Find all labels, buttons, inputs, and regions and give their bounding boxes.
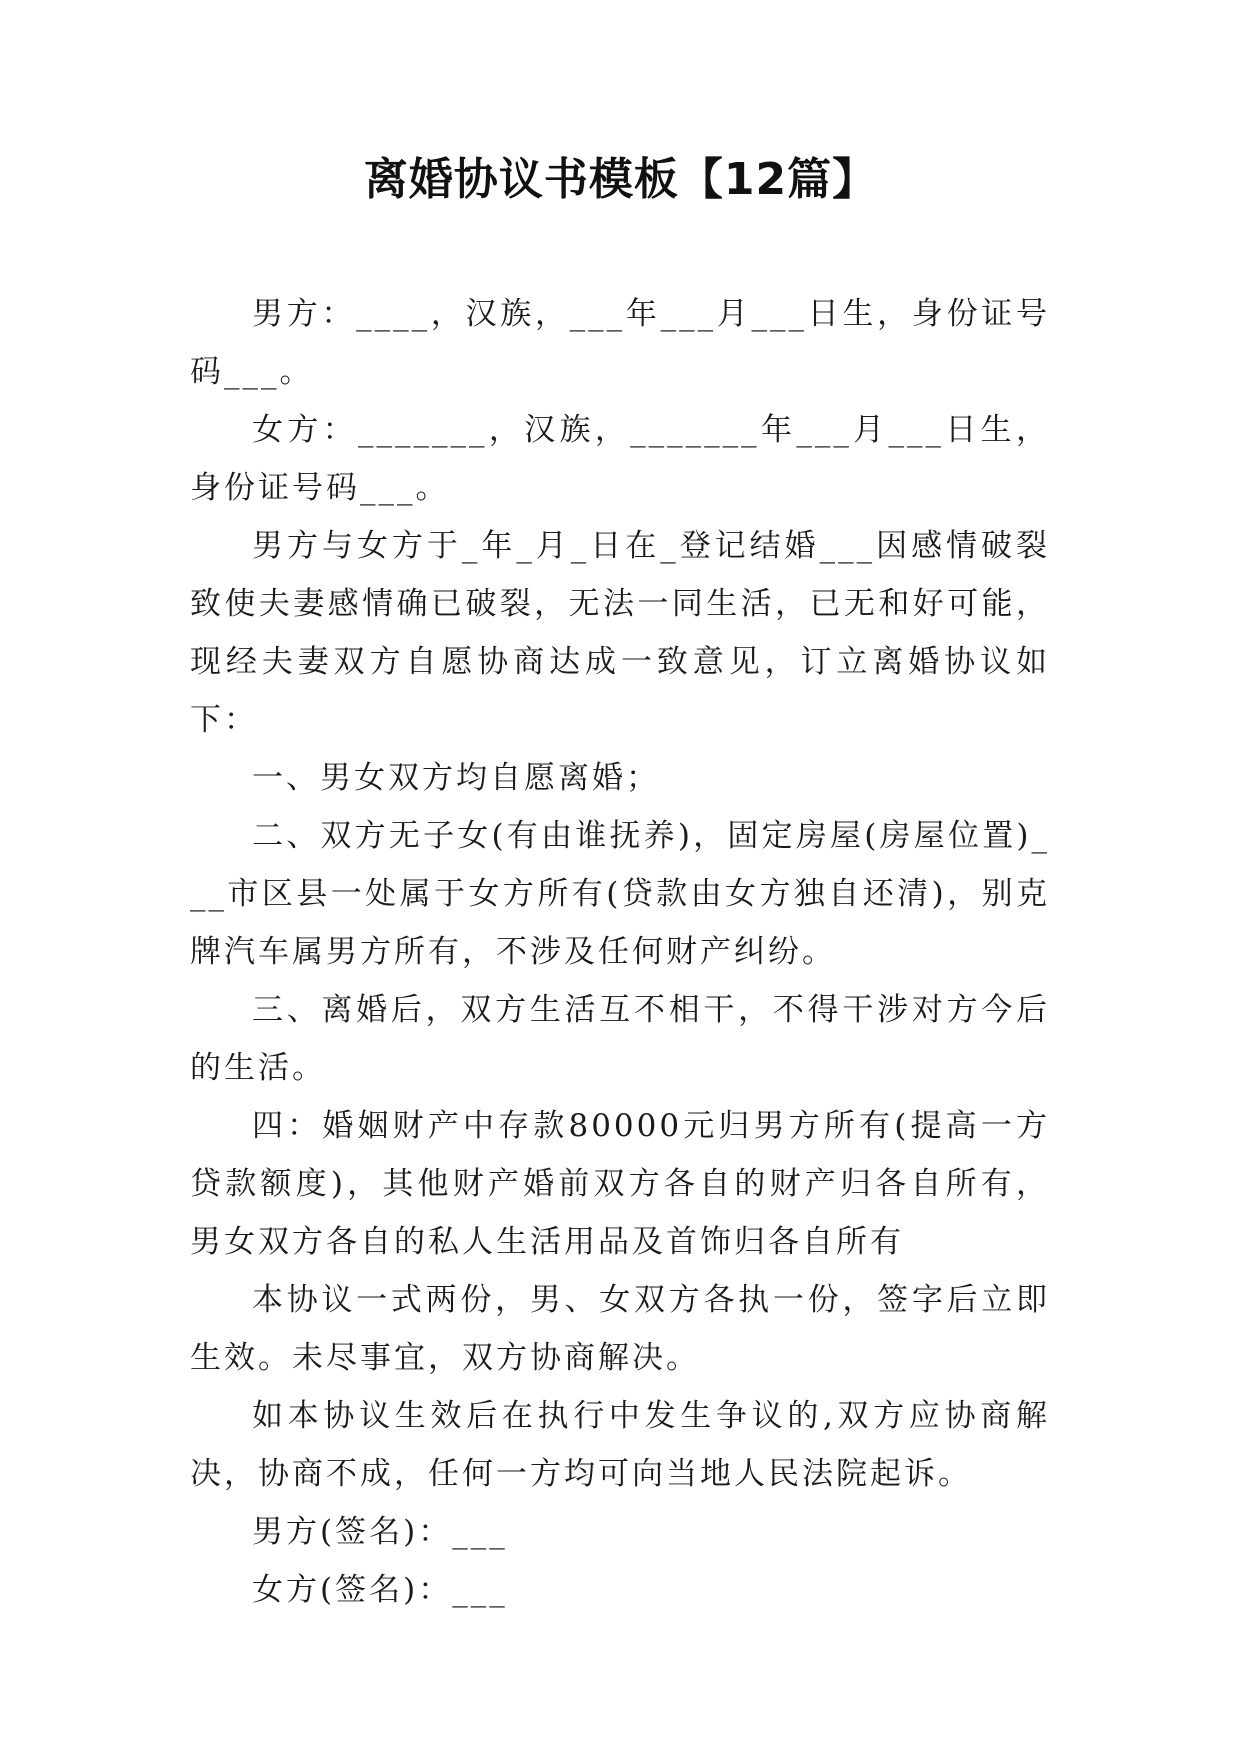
paragraph-copies-statement: 本协议一式两份，男、女双方各执一份，签字后立即生效。未尽事宜，双方协商解决。: [190, 1282, 1050, 1376]
paragraph-male-party-info: 男方：____，汉族，___年___月___日生，身份证号码___。: [190, 296, 1050, 390]
document-body: [190, 285, 1050, 1619]
paragraph-clause-1: 一、男女双方均自愿离婚；: [252, 760, 660, 796]
male-signature-line: 男方(签名)：___: [252, 1514, 508, 1550]
paragraph-clause-4: 四：婚姻财产中存款80000元归男方所有(提高一方贷款额度)，其他财产婚前双方各自的财产归各自所有，男女双方各自的私人生活用品及首饰归各自所有: [190, 1108, 1050, 1260]
paragraph-marriage-statement: 男方与女方于_年_月_日在_登记结婚___因感情破裂致使夫妻感情确已破裂，无法一同生活，已无和好可能，现经夫妻双方自愿协商达成一致意见，订立离婚协议如下：: [190, 528, 1050, 738]
document-title: 离婚协议书模板【12篇】: [363, 154, 878, 205]
female-signature-line: 女方(签名)：___: [252, 1572, 508, 1608]
paragraph-female-party-info: 女方：_______，汉族，_______年___月___日生，身份证号码___。: [190, 412, 1050, 506]
paragraph-clause-2: 二、双方无子女(有由谁抚养)，固定房屋(房屋位置)___市区县一处属于女方所有(贷款由女方独自还清)，别克牌汽车属男方所有，不涉及任何财产纠纷。: [190, 818, 1050, 970]
paragraph-dispute-statement: 如本协议生效后在执行中发生争议的,双方应协商解决，协商不成，任何一方均可向当地人民法院起诉。: [190, 1398, 1050, 1492]
paragraph-clause-3: 三、离婚后，双方生活互不相干，不得干涉对方今后的生活。: [190, 992, 1050, 1086]
